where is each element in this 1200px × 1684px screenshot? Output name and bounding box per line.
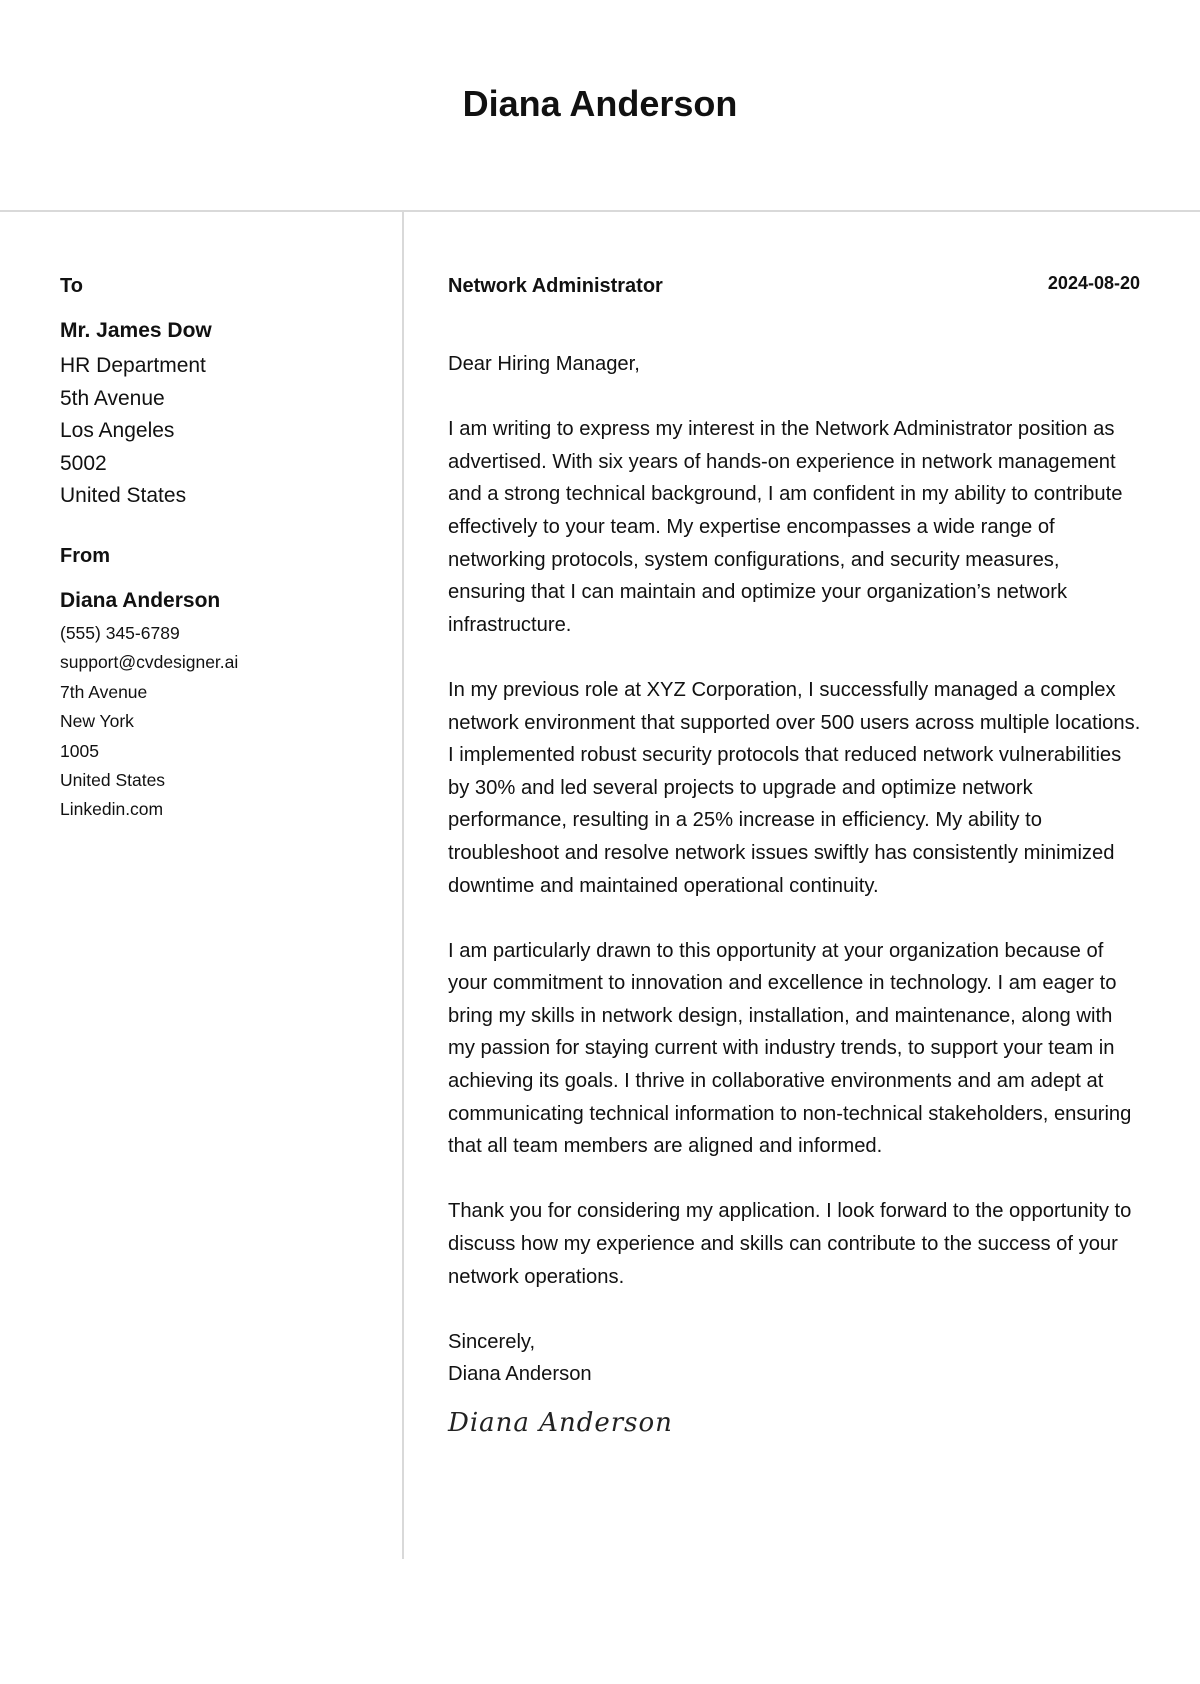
body-paragraph: Thank you for considering my application. I look forward to the opportunity to discuss how my experience and skills can contribute to the success of your network operations. [448, 1200, 1132, 1288]
recipient-city: Los Angeles [60, 419, 175, 443]
from-label: From [60, 545, 110, 567]
sender-contact [60, 619, 238, 825]
sender-phone: (555) 345-6789 [60, 623, 180, 643]
letter-body [448, 348, 1142, 1391]
sender-zip: 1005 [60, 740, 99, 761]
body-paragraph: In my previous role at XYZ Corporation, I successfully managed a complex network environment that supported over 500 users across multiple locations. I implemented robust security protocols that reduced network vulnerabilities by 30% and led several projects to upgrade and optimize network performance, resulting in a 25% increase in efficiency. My ability to troubleshoot and resolve network issues swiftly has consistently minimized downtime and maintained operational continuity. [448, 678, 1141, 897]
recipient-address [60, 350, 206, 513]
signature: Diana Anderson [448, 1408, 673, 1438]
column-divider [402, 211, 404, 1559]
body-paragraph: I am writing to express my interest in the Network Administrator position as advertised. With six years of hands-on experience in network management and a strong technical background, I am confident in my ability to contribute effectively to your team. My expertise encompasses a wide range of networking protocols, system configurations, and security measures, ensuring that I can maintain and optimize your organization’s network infrastructure. [448, 418, 1123, 636]
closing: Sincerely, [448, 1330, 536, 1353]
salutation: Dear Hiring Manager, [448, 353, 640, 375]
sender-city: New York [60, 711, 134, 732]
sender-street: 7th Avenue [60, 681, 148, 702]
recipient-department: HR Department [60, 354, 206, 377]
letter-date: 2024-08-20 [1047, 273, 1140, 293]
to-label: To [60, 275, 83, 297]
sender-name: Diana Anderson [60, 589, 221, 612]
recipient-name: Mr. James Dow [60, 319, 212, 342]
recipient-country: United States [60, 484, 187, 508]
sender-linkedin: Linkedin.com [60, 799, 164, 820]
recipient-zip: 5002 [60, 451, 107, 475]
sender-country: United States [60, 770, 166, 791]
job-title: Network Administrator [448, 275, 663, 297]
body-paragraph: I am particularly drawn to this opportunity at your organization because of your commitment to innovation and excellence in technology. I am eager to bring my skills in network design, installation, and maintenance, along with my passion for staying current with industry trends, to support your team in achieving its goals. I thrive in collaborative environments and am adept at communicating technical information to non-technical stakeholders, ensuring that all team members are aligned and informed. [448, 939, 1132, 1158]
closing-name: Diana Anderson [448, 1363, 592, 1386]
page-header [0, 0, 1200, 212]
sender-email: support@cvdesigner.ai [60, 652, 239, 673]
page-title: Diana Anderson [462, 83, 738, 124]
recipient-street: 5th Avenue [60, 386, 165, 410]
